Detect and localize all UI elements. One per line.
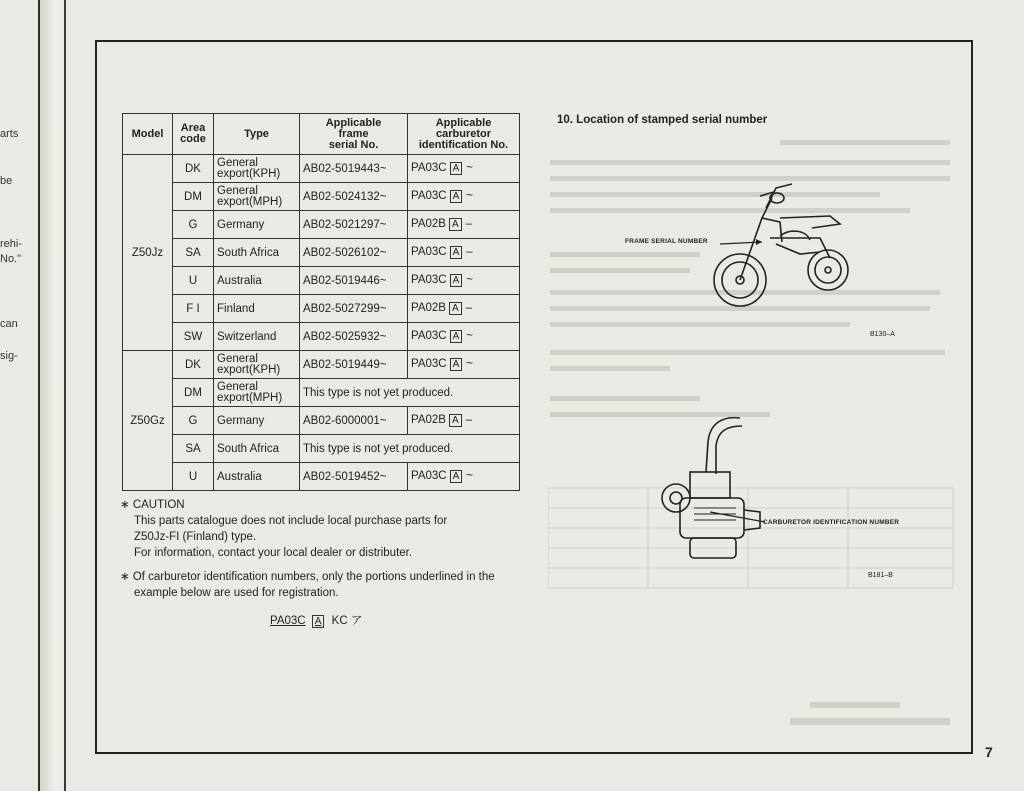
area-code-cell: SW [173,323,214,351]
book-spine [64,0,66,791]
example-underlined-code: PA03C [270,615,306,627]
frame-serial-cell: AB02-5026102~ [300,239,408,267]
frame-serial-cell: AB02-5027299~ [300,295,408,323]
table-row [123,351,520,379]
frame-serial-cell: AB02-5021297~ [300,211,408,239]
prev-page-fragment: can [0,318,18,330]
table-row [123,295,520,323]
type-cell: General export(MPH) [214,379,300,407]
table-row [123,435,520,463]
prev-page-fragment: be [0,175,13,187]
table-row [123,463,520,491]
header-type: Type [214,114,300,155]
carb-id-cell: PA03C A ~ [408,183,520,211]
header-model: Model [123,114,173,155]
page-number: 7 [985,744,993,760]
area-code-cell: DM [173,183,214,211]
caution-title: ∗ CAUTION [120,499,185,511]
carb-id-cell: PA03C A – [408,239,520,267]
carb-id-cell: PA03C A ~ [408,463,520,491]
type-cell: Germany [214,407,300,435]
registration-note [120,569,530,601]
previous-page-strip [0,0,40,791]
note-text: ∗ Of carburetor identification numbers, only the portions underlined in the [120,571,495,583]
table-row [123,267,520,295]
carb-id-cell: PA02B A – [408,295,520,323]
area-code-cell: F I [173,295,214,323]
figure-code: B130–A [870,331,895,338]
prev-page-fragment: arts [0,128,19,140]
type-cell: Finland [214,295,300,323]
bleed-through-bottom [790,700,960,735]
header-carburetor-id: Applicable carburetor identification No. [408,114,520,155]
caution-text: For information, contact your local dealer or distributer. [134,547,413,559]
carburetor-id-label: CARBURETOR IDENTIFICATION NUMBER [763,519,900,526]
caution-text: This parts catalogue does not include local purchase parts for [134,515,448,527]
carb-id-cell: PA02B A – [408,211,520,239]
model-cell: Z50Jz [123,155,173,351]
header-frame-serial: Applicable frame serial No. [300,114,408,155]
type-cell: Switzerland [214,323,300,351]
area-code-cell: G [173,211,214,239]
table-row [123,407,520,435]
motorcycle-illustration [680,178,855,318]
not-produced-cell: This type is not yet produced. [300,435,520,463]
applicability-table [122,113,520,491]
header-area-code: Area code [173,114,214,155]
prev-page-fragment: No." [0,253,22,265]
model-cell: Z50Gz [123,351,173,491]
carb-id-cell: PA03C A ~ [408,267,520,295]
carb-id-cell: PA03C A ~ [408,323,520,351]
frame-serial-cell: AB02-5025932~ [300,323,408,351]
frame-serial-cell: AB02-5019449~ [300,351,408,379]
figure-code: B181–B [868,572,893,579]
frame-serial-cell: AB02-5019443~ [300,155,408,183]
frame-serial-cell: AB02-5024132~ [300,183,408,211]
note-text: example below are used for registration. [134,587,339,599]
carburetor-illustration [650,412,770,572]
carb-id-cell: PA03C A ~ [408,351,520,379]
area-code-cell: DK [173,351,214,379]
table-row [123,379,520,407]
prev-page-fragment: sig- [0,350,18,362]
table-row [123,323,520,351]
type-cell: South Africa [214,435,300,463]
area-code-cell: U [173,463,214,491]
frame-serial-cell: AB02-5019446~ [300,267,408,295]
area-code-cell: U [173,267,214,295]
type-cell: Australia [214,267,300,295]
type-cell: Australia [214,463,300,491]
ghost-bottom-lines [790,700,960,730]
area-code-cell: DM [173,379,214,407]
table-header-row [123,114,520,155]
caution-text: Z50Jz-FI (Finland) type. [134,531,257,543]
area-code-cell: SA [173,239,214,267]
type-cell: General export(KPH) [214,155,300,183]
frame-serial-label: FRAME SERIAL NUMBER [625,238,708,245]
area-code-cell: G [173,407,214,435]
table-row [123,155,520,183]
table-row [123,211,520,239]
type-cell: South Africa [214,239,300,267]
type-cell: Germany [214,211,300,239]
table-row [123,183,520,211]
carburetor-id-example [270,612,362,628]
carb-id-cell: PA03C A ~ [408,155,520,183]
example-box: A [312,615,325,628]
section-title: 10. Location of stamped serial number [557,114,768,126]
area-code-cell: SA [173,435,214,463]
frame-serial-cell: AB02-6000001~ [300,407,408,435]
table-row [123,239,520,267]
not-produced-cell: This type is not yet produced. [300,379,520,407]
prev-page-fragment: rehi- [0,238,23,250]
book-gutter [40,0,66,791]
area-code-cell: DK [173,155,214,183]
caution-block [120,497,530,561]
type-cell: General export(KPH) [214,351,300,379]
frame-serial-cell: AB02-5019452~ [300,463,408,491]
example-rest: KC ア [331,615,363,627]
carb-id-cell: PA02B A – [408,407,520,435]
type-cell: General export(MPH) [214,183,300,211]
